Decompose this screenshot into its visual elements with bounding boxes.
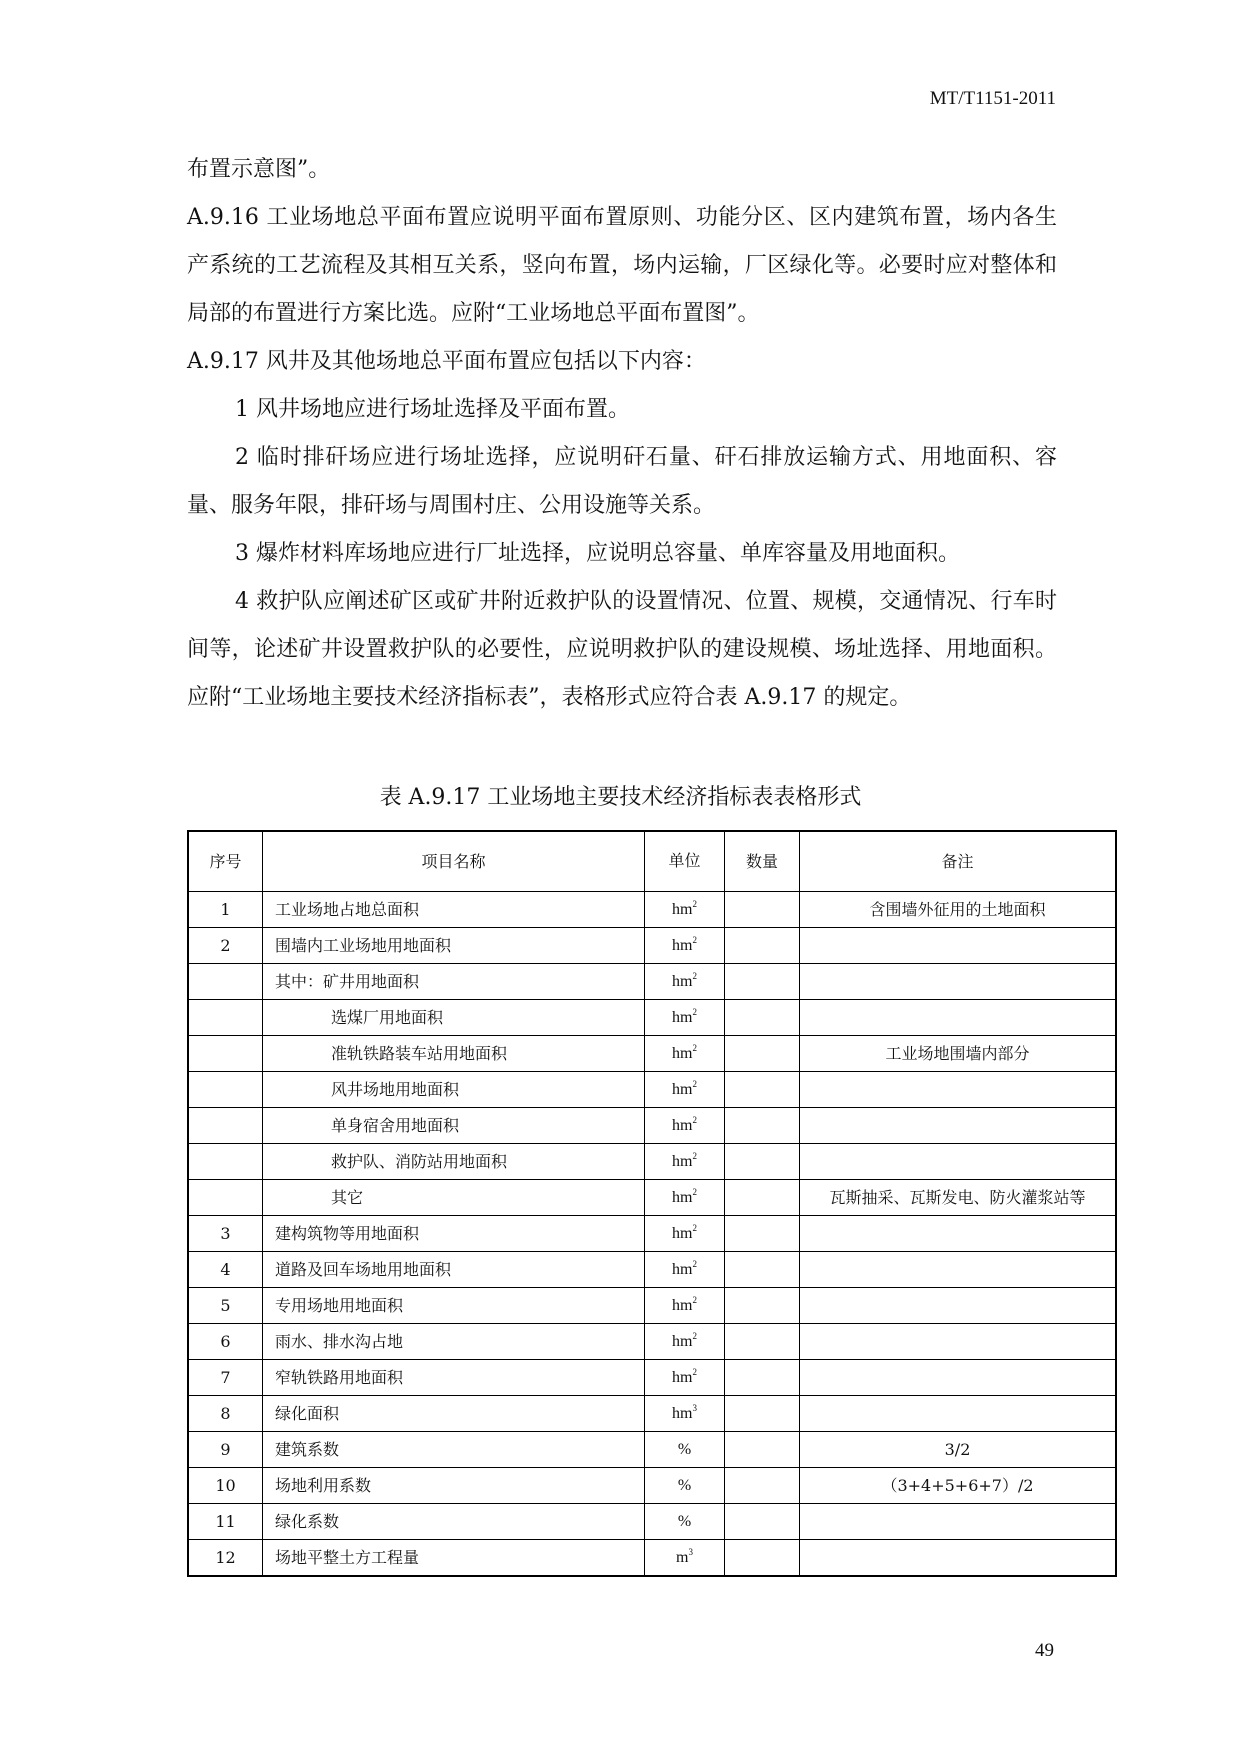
cell-qty bbox=[725, 1000, 800, 1036]
cell-name: 绿化系数 bbox=[263, 1504, 645, 1540]
cell-qty bbox=[725, 1108, 800, 1144]
cell-no: 3 bbox=[188, 1216, 263, 1252]
paragraph: 3 爆炸材料库场地应进行厂址选择，应说明总容量、单库容量及用地面积。 bbox=[235, 541, 960, 566]
cell-note bbox=[800, 1540, 1117, 1577]
unit-exponent: 2 bbox=[692, 971, 697, 981]
cell-unit bbox=[645, 1396, 725, 1432]
paragraph: A.9.16 工业场地总平面布置应说明平面布置原则、功能分区、区内建筑布置，场内各生产系统的工艺流程及其相互关系，竖向布置，场内运输，厂区绿化等。必要时应对整体和局部的布置进行方案比选。应附“工业场地总平面布置图”。 bbox=[187, 205, 1057, 326]
cell-qty bbox=[725, 1504, 800, 1540]
cell-note bbox=[800, 1360, 1117, 1396]
cell-unit bbox=[645, 1432, 725, 1468]
cell-no bbox=[188, 964, 263, 1000]
table-row bbox=[188, 964, 1116, 1000]
cell-unit bbox=[645, 892, 725, 928]
cell-no: 5 bbox=[188, 1288, 263, 1324]
cell-note: 工业场地围墙内部分 bbox=[800, 1036, 1117, 1072]
paragraph: 2 临时排矸场应进行场址选择，应说明矸石量、矸石排放运输方式、用地面积、容量、服务年限，排矸场与周围村庄、公用设施等关系。 bbox=[187, 445, 1057, 518]
unit-base: hm bbox=[672, 1333, 693, 1350]
cell-qty bbox=[725, 1540, 800, 1577]
cell-note bbox=[800, 1108, 1117, 1144]
table-row bbox=[188, 1288, 1116, 1324]
header-no: 序号 bbox=[188, 831, 263, 892]
cell-unit bbox=[645, 1252, 725, 1288]
table-row bbox=[188, 892, 1116, 928]
table-header-row bbox=[188, 831, 1116, 892]
table-row bbox=[188, 1144, 1116, 1180]
unit-base: hm bbox=[672, 1189, 693, 1206]
unit-base: hm bbox=[672, 1117, 693, 1134]
cell-name: 雨水、排水沟占地 bbox=[263, 1324, 645, 1360]
header-note: 备注 bbox=[800, 831, 1117, 892]
unit-base: hm bbox=[672, 937, 693, 954]
unit-base: hm bbox=[672, 901, 693, 918]
cell-note: 3/2 bbox=[800, 1432, 1117, 1468]
cell-name: 建构筑物等用地面积 bbox=[263, 1216, 645, 1252]
unit-base: m bbox=[676, 1549, 689, 1566]
cell-qty bbox=[725, 1396, 800, 1432]
page-number: 49 bbox=[1035, 1640, 1054, 1661]
unit-exponent: 3 bbox=[692, 1403, 697, 1413]
header-qty: 数量 bbox=[725, 831, 800, 892]
unit-exponent: 2 bbox=[692, 1115, 697, 1125]
header-unit: 单位 bbox=[645, 831, 725, 892]
cell-name: 其它 bbox=[263, 1180, 645, 1216]
unit-base: hm bbox=[672, 1153, 693, 1170]
cell-unit bbox=[645, 1180, 725, 1216]
cell-qty bbox=[725, 1072, 800, 1108]
cell-qty bbox=[725, 1144, 800, 1180]
table-row bbox=[188, 1108, 1116, 1144]
cell-unit bbox=[645, 1504, 725, 1540]
table-row bbox=[188, 1504, 1116, 1540]
unit-exponent: 2 bbox=[692, 899, 697, 909]
cell-name: 绿化面积 bbox=[263, 1396, 645, 1432]
cell-qty bbox=[725, 1324, 800, 1360]
unit-exponent: 2 bbox=[692, 1151, 697, 1161]
cell-no: 10 bbox=[188, 1468, 263, 1504]
cell-unit bbox=[645, 964, 725, 1000]
unit-base: hm bbox=[672, 1225, 693, 1242]
table-row bbox=[188, 1324, 1116, 1360]
cell-name: 场地利用系数 bbox=[263, 1468, 645, 1504]
cell-no bbox=[188, 1036, 263, 1072]
cell-qty bbox=[725, 1036, 800, 1072]
table-row bbox=[188, 1180, 1116, 1216]
unit-base: hm bbox=[672, 973, 693, 990]
indicator-table bbox=[187, 830, 1117, 1577]
cell-note: 含围墙外征用的土地面积 bbox=[800, 892, 1117, 928]
body-text bbox=[187, 146, 1057, 722]
unit-base: hm bbox=[672, 1369, 693, 1386]
cell-note bbox=[800, 1288, 1117, 1324]
cell-unit bbox=[645, 1108, 725, 1144]
cell-name: 围墙内工业场地用地面积 bbox=[263, 928, 645, 964]
table-row bbox=[188, 1468, 1116, 1504]
cell-unit bbox=[645, 1324, 725, 1360]
cell-note bbox=[800, 1396, 1117, 1432]
unit-base: hm bbox=[672, 1009, 693, 1026]
unit-exponent: 2 bbox=[692, 1043, 697, 1053]
cell-qty bbox=[725, 1468, 800, 1504]
cell-name: 选煤厂用地面积 bbox=[263, 1000, 645, 1036]
cell-note bbox=[800, 1144, 1117, 1180]
unit-exponent: 2 bbox=[692, 1259, 697, 1269]
cell-note: 瓦斯抽采、瓦斯发电、防火灌浆站等 bbox=[800, 1180, 1117, 1216]
cell-note bbox=[800, 1072, 1117, 1108]
cell-no: 11 bbox=[188, 1504, 263, 1540]
table-row bbox=[188, 928, 1116, 964]
cell-unit bbox=[645, 1216, 725, 1252]
cell-no: 12 bbox=[188, 1540, 263, 1577]
paragraph: 1 风井场地应进行场址选择及平面布置。 bbox=[235, 397, 630, 422]
unit-exponent: 2 bbox=[692, 1367, 697, 1377]
unit-exponent: 3 bbox=[688, 1547, 693, 1557]
cell-name: 窄轨铁路用地面积 bbox=[263, 1360, 645, 1396]
cell-name: 场地平整土方工程量 bbox=[263, 1540, 645, 1577]
cell-qty bbox=[725, 964, 800, 1000]
table-caption: 表 A.9.17 工业场地主要技术经济指标表表格形式 bbox=[379, 785, 862, 810]
table-row bbox=[188, 1396, 1116, 1432]
table-body bbox=[188, 892, 1116, 1577]
cell-no: 8 bbox=[188, 1396, 263, 1432]
cell-unit bbox=[645, 1468, 725, 1504]
cell-unit bbox=[645, 1000, 725, 1036]
cell-qty bbox=[725, 1252, 800, 1288]
cell-note: （3+4+5+6+7）/2 bbox=[800, 1468, 1117, 1504]
cell-qty bbox=[725, 1216, 800, 1252]
paragraph: 4 救护队应阐述矿区或矿井附近救护队的设置情况、位置、规模，交通情况、行车时间等，论述矿井设置救护队的必要性，应说明救护队的建设规模、场址选择、用地面积。应附“工业场地主要技术经济指标表”，表格形式应符合表 A.9.17 的规定。 bbox=[187, 589, 1057, 710]
cell-note bbox=[800, 964, 1117, 1000]
cell-note bbox=[800, 1324, 1117, 1360]
unit-exponent: 2 bbox=[692, 1187, 697, 1197]
unit-exponent: 2 bbox=[692, 1007, 697, 1017]
cell-note bbox=[800, 1000, 1117, 1036]
unit-base: hm bbox=[672, 1081, 693, 1098]
unit-base: hm bbox=[672, 1045, 693, 1062]
cell-unit bbox=[645, 1144, 725, 1180]
cell-name: 建筑系数 bbox=[263, 1432, 645, 1468]
cell-no: 1 bbox=[188, 892, 263, 928]
unit-base: hm bbox=[672, 1297, 693, 1314]
cell-no: 4 bbox=[188, 1252, 263, 1288]
cell-note bbox=[800, 1504, 1117, 1540]
table-row bbox=[188, 1252, 1116, 1288]
table-row bbox=[188, 1540, 1116, 1577]
cell-no bbox=[188, 1108, 263, 1144]
table-row bbox=[188, 1036, 1116, 1072]
cell-qty bbox=[725, 1360, 800, 1396]
table-row bbox=[188, 1360, 1116, 1396]
header-name: 项目名称 bbox=[263, 831, 645, 892]
unit-base: % bbox=[677, 1441, 692, 1458]
cell-no: 6 bbox=[188, 1324, 263, 1360]
cell-no: 7 bbox=[188, 1360, 263, 1396]
cell-no bbox=[188, 1144, 263, 1180]
cell-qty bbox=[725, 1180, 800, 1216]
indicator-table-wrap bbox=[187, 830, 1117, 1577]
cell-qty bbox=[725, 1432, 800, 1468]
cell-unit bbox=[645, 928, 725, 964]
table-row bbox=[188, 1216, 1116, 1252]
cell-name: 道路及回车场地用地面积 bbox=[263, 1252, 645, 1288]
table-row bbox=[188, 1000, 1116, 1036]
paragraph: A.9.17 风井及其他场地总平面布置应包括以下内容： bbox=[187, 349, 706, 374]
unit-base: hm bbox=[672, 1261, 693, 1278]
table-row bbox=[188, 1432, 1116, 1468]
cell-unit bbox=[645, 1540, 725, 1577]
cell-name: 工业场地占地总面积 bbox=[263, 892, 645, 928]
unit-base: % bbox=[677, 1477, 692, 1494]
cell-unit bbox=[645, 1036, 725, 1072]
cell-name: 其中：矿井用地面积 bbox=[263, 964, 645, 1000]
cell-name: 风井场地用地面积 bbox=[263, 1072, 645, 1108]
cell-unit bbox=[645, 1360, 725, 1396]
standard-code: MT/T1151-2011 bbox=[929, 88, 1056, 109]
cell-qty bbox=[725, 892, 800, 928]
cell-name: 专用场地用地面积 bbox=[263, 1288, 645, 1324]
unit-exponent: 2 bbox=[692, 1079, 697, 1089]
cell-name: 单身宿舍用地面积 bbox=[263, 1108, 645, 1144]
unit-exponent: 2 bbox=[692, 1295, 697, 1305]
cell-no bbox=[188, 1000, 263, 1036]
paragraph: 布置示意图”。 bbox=[187, 157, 331, 182]
cell-no bbox=[188, 1180, 263, 1216]
cell-name: 救护队、消防站用地面积 bbox=[263, 1144, 645, 1180]
table-row bbox=[188, 1072, 1116, 1108]
cell-note bbox=[800, 1216, 1117, 1252]
cell-note bbox=[800, 1252, 1117, 1288]
unit-exponent: 2 bbox=[692, 1331, 697, 1341]
cell-qty bbox=[725, 928, 800, 964]
cell-unit bbox=[645, 1072, 725, 1108]
cell-qty bbox=[725, 1288, 800, 1324]
cell-unit bbox=[645, 1288, 725, 1324]
cell-name: 准轨铁路装车站用地面积 bbox=[263, 1036, 645, 1072]
unit-exponent: 2 bbox=[692, 1223, 697, 1233]
unit-base: hm bbox=[672, 1405, 693, 1422]
cell-no: 9 bbox=[188, 1432, 263, 1468]
cell-no bbox=[188, 1072, 263, 1108]
unit-base: % bbox=[677, 1513, 692, 1530]
cell-note bbox=[800, 928, 1117, 964]
cell-no: 2 bbox=[188, 928, 263, 964]
unit-exponent: 2 bbox=[692, 935, 697, 945]
